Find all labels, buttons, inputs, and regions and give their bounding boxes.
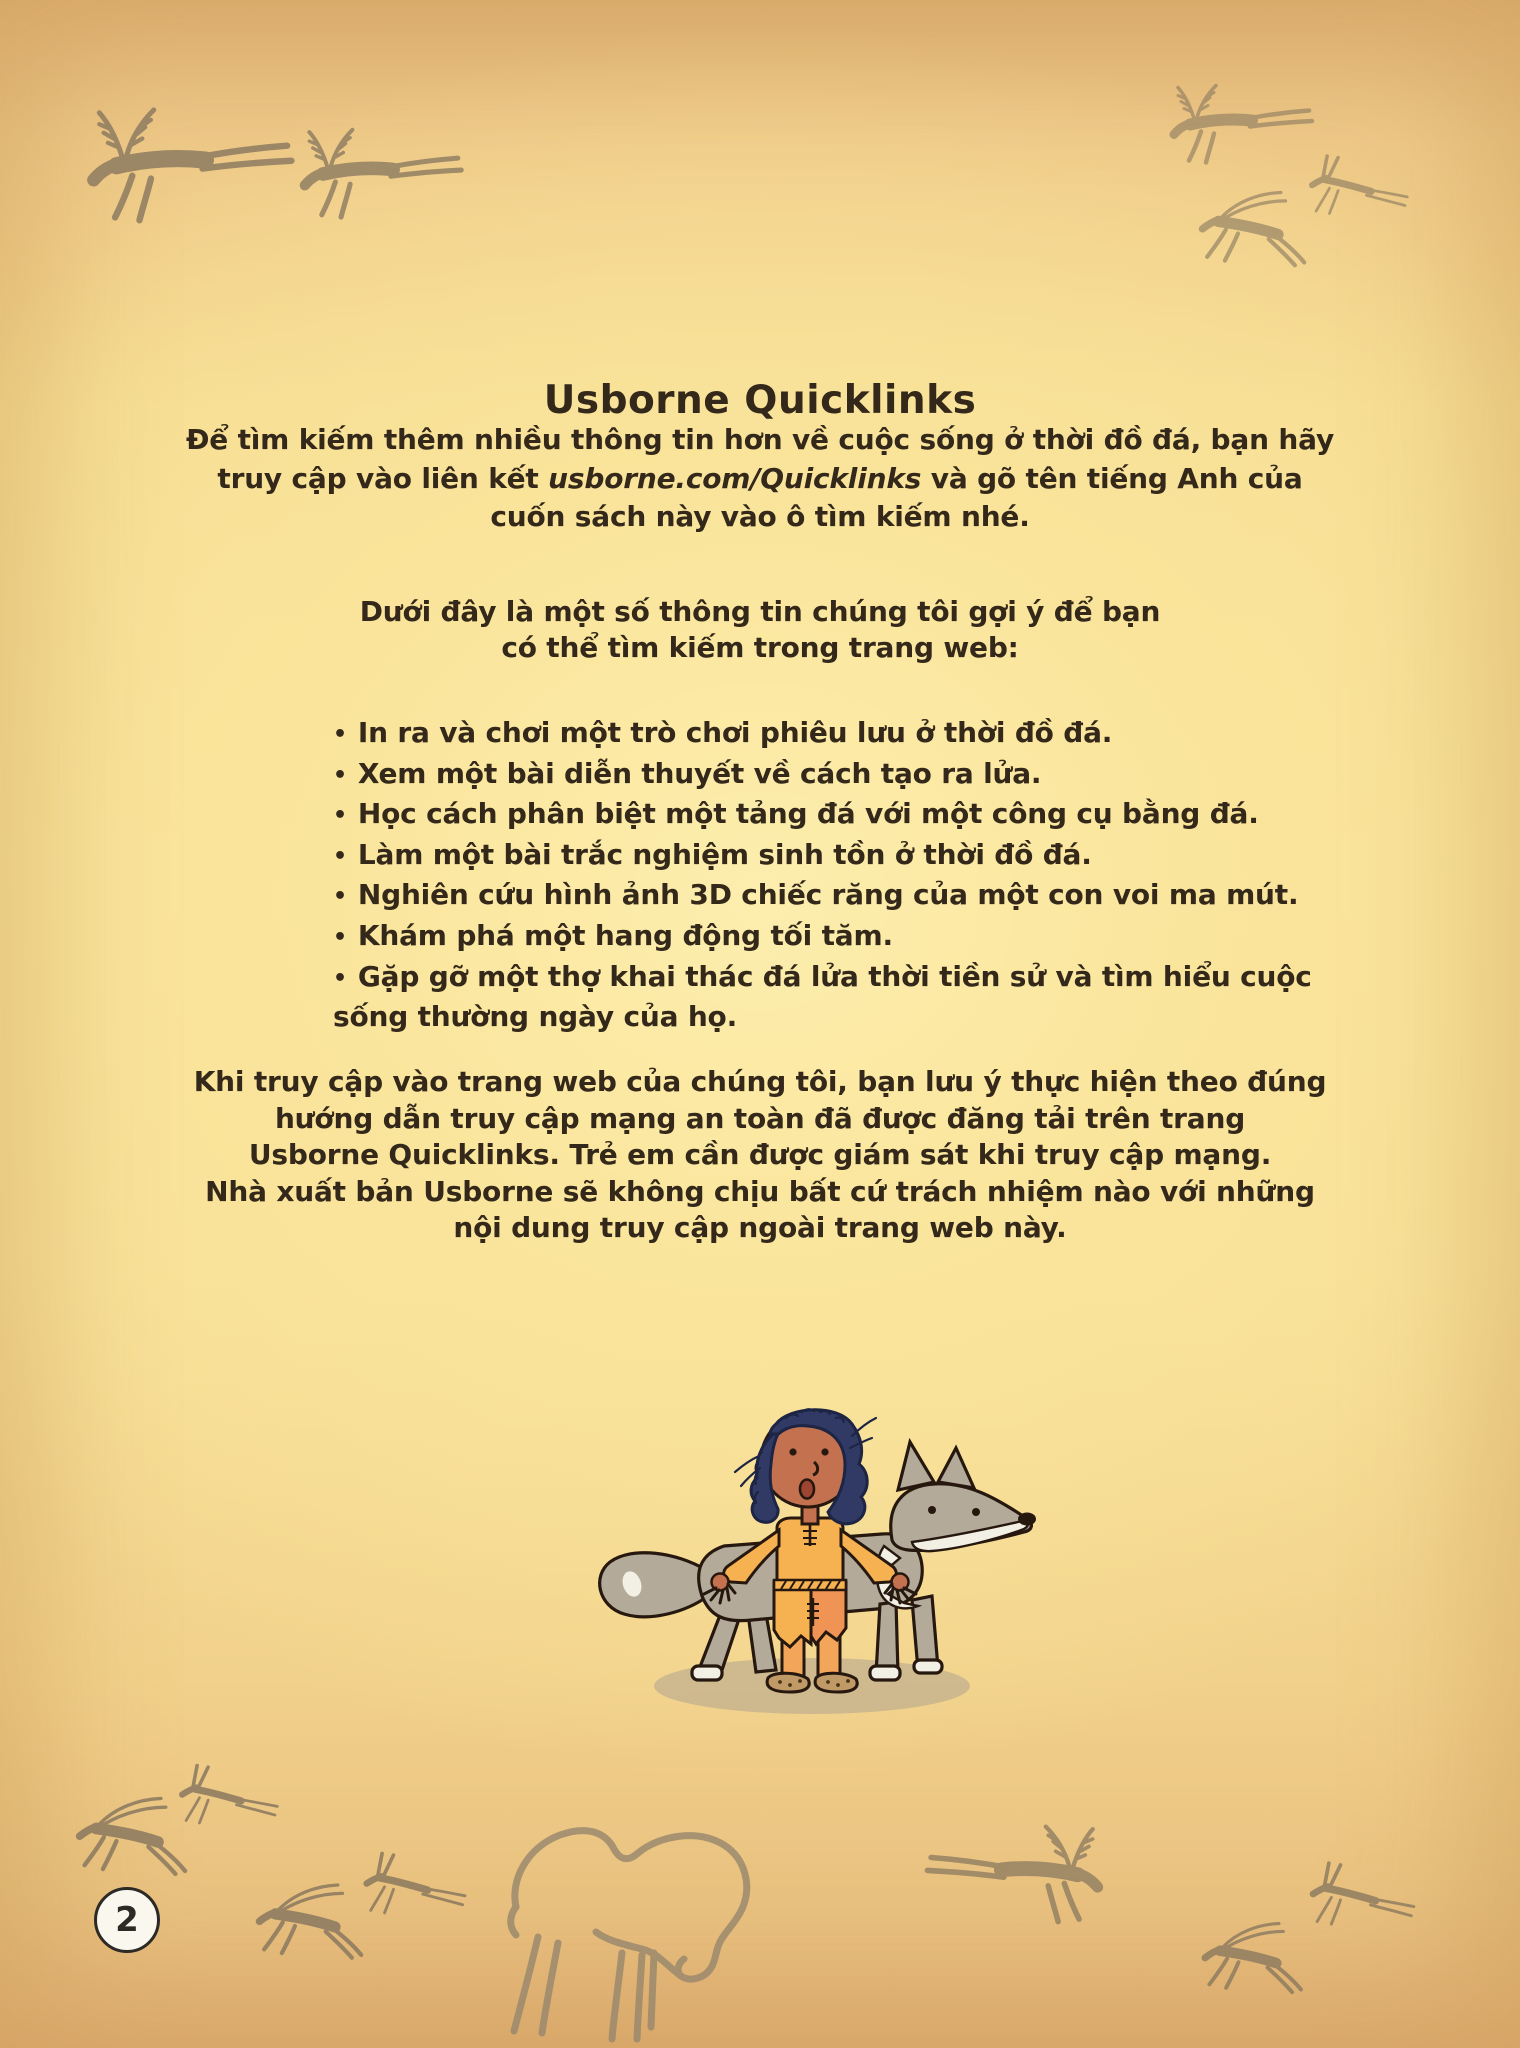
intro-line-2-before: truy cập vào liên kết bbox=[217, 461, 549, 495]
cave-painting-deer-icon bbox=[85, 75, 300, 235]
quicklinks-url: usborne.com/Quicklinks bbox=[548, 461, 922, 495]
cave-painting-horse-outline-icon bbox=[500, 1795, 845, 2045]
list-item: • Khám phá một hang động tối tăm. bbox=[333, 917, 1333, 958]
intro-line-2 bbox=[0, 460, 1520, 499]
intro-paragraph bbox=[0, 421, 1520, 537]
list-item: • Làm một bài trắc nghiệm sinh tồn ở thời đồ đá. bbox=[333, 836, 1333, 877]
cave-painting-hare-icon bbox=[168, 1756, 286, 1834]
safety-line-3: Usborne Quicklinks. Trẻ em cần được giám sát khi truy cập mạng. bbox=[248, 1138, 1272, 1172]
intro-line-2-after: và gõ tên tiếng Anh của bbox=[921, 461, 1303, 495]
intro-line-1: Để tìm kiếm thêm nhiều thông tin hơn về cuộc sống ở thời đồ đá, bạn hãy bbox=[185, 423, 1334, 456]
cave-painting-hare-icon bbox=[352, 1845, 474, 1923]
suggestions-list bbox=[333, 714, 1333, 1037]
cave-painting-hare-icon bbox=[1298, 148, 1416, 223]
suggestions-paragraph bbox=[0, 594, 1520, 666]
list-item: • Gặp gỡ một thợ khai thác đá lửa thời tiền sử và tìm hiểu cuộc sống thường ngày của họ. bbox=[333, 958, 1333, 1037]
page-number-badge: 2 bbox=[94, 1887, 160, 1953]
safety-line-1: Khi truy cập vào trang web của chúng tôi, bạn lưu ý thực hiện theo đúng bbox=[193, 1065, 1327, 1098]
cave-painting-hare-icon bbox=[1298, 1852, 1423, 1937]
safety-line-5: nội dung truy cập ngoài trang web này. bbox=[453, 1211, 1067, 1245]
safety-line-2: hướng dẫn truy cập mạng an toàn đã được đăng tải trên trang bbox=[274, 1101, 1246, 1135]
page-title: Usborne Quicklinks bbox=[543, 378, 977, 424]
cave-painting-deer-icon bbox=[920, 1798, 1105, 1933]
suggest-line-2: có thể tìm kiếm trong trang web: bbox=[501, 631, 1019, 664]
list-item: • Nghiên cứu hình ảnh 3D chiếc răng của một con voi ma mút. bbox=[333, 876, 1333, 917]
cave-painting-deer-icon bbox=[1168, 58, 1318, 176]
child-and-wolf-illustration bbox=[580, 1360, 1040, 1720]
list-item: • Xem một bài diễn thuyết về cách tạo ra lửa. bbox=[333, 755, 1333, 796]
suggest-line-1: Dưới đây là một số thông tin chúng tôi gợi ý để bạn bbox=[359, 595, 1161, 628]
cave-painting-deer-icon bbox=[298, 98, 468, 233]
intro-line-3: cuốn sách này vào ô tìm kiếm nhé. bbox=[490, 500, 1030, 533]
safety-line-4: Nhà xuất bản Usborne sẽ không chịu bất cứ trách nhiệm nào với những bbox=[205, 1174, 1315, 1208]
list-item: • In ra và chơi một trò chơi phiêu lưu ở thời đồ đá. bbox=[333, 714, 1333, 755]
safety-paragraph bbox=[0, 1064, 1520, 1247]
list-item: • Học cách phân biệt một tảng đá với một công cụ bằng đá. bbox=[333, 795, 1333, 836]
